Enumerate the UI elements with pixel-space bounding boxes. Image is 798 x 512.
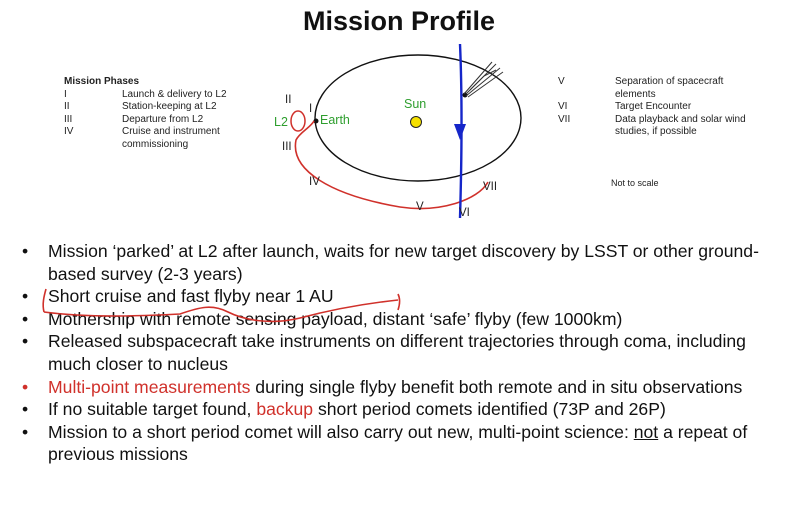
phase-text: Target Encounter — [615, 101, 692, 112]
bullet-text: short period comets identified (73P and 26P) — [313, 399, 666, 420]
sun-icon — [411, 117, 422, 128]
list-item — [18, 376, 788, 399]
l2-label: L2 — [274, 115, 288, 129]
phase-text: Station-keeping at L2 — [122, 101, 217, 112]
earth-icon — [314, 119, 319, 124]
page-title: Mission Profile — [302, 6, 496, 36]
phase-number: III — [64, 113, 73, 125]
mission-phases-header: Mission Phases — [64, 76, 140, 87]
comet-direction-arrow-icon — [454, 124, 466, 140]
phase-label-iv: IV — [309, 176, 320, 188]
list-item — [18, 285, 788, 308]
list-item — [18, 398, 788, 421]
phase-number: I — [64, 88, 67, 100]
bullet-icon: • — [22, 331, 29, 352]
list-item — [18, 330, 788, 375]
orbit-diagram — [0, 0, 798, 240]
bullet-icon: • — [22, 399, 29, 420]
bullet-icon: • — [22, 376, 29, 397]
bullet-text: Short cruise and fast flyby near 1 AU — [48, 286, 334, 307]
phase-label-vii: VII — [483, 181, 498, 193]
bullet-icon: • — [22, 241, 29, 261]
list-item — [18, 308, 788, 331]
phase-number: VI — [558, 101, 568, 112]
list-item — [18, 240, 788, 285]
phase-number: V — [558, 76, 565, 87]
phase-label-iii: III — [282, 141, 292, 153]
phase-label-vi: VI — [459, 207, 470, 219]
bullet-text: Mission to a short period comet will also carry out new, multi-point science: — [48, 421, 634, 442]
bullet-list — [18, 240, 788, 466]
bullet-icon: • — [22, 308, 29, 329]
phase-number: VII — [558, 113, 571, 125]
phase-label-v: V — [416, 201, 424, 213]
earth-label: Earth — [320, 113, 350, 127]
not-to-scale-note: Not to scale — [611, 178, 659, 188]
bullet-icon: • — [22, 421, 29, 442]
underlined-text: not — [633, 421, 659, 442]
phase-text: Departure from L2 — [122, 113, 204, 125]
bullet-icon: • — [22, 286, 29, 307]
l2-halo-orbit — [291, 111, 305, 131]
phase-label-i: I — [309, 103, 313, 115]
phase-text: Separation of spacecraft elements — [615, 76, 724, 100]
phase-number: IV — [64, 126, 74, 137]
phase-number: II — [64, 101, 70, 112]
phase-text: Data playback and solar wind studies, if possible — [615, 113, 746, 137]
bullet-text: Mission ‘parked’ at L2 after launch, waits for new target discovery by LSST or other ground-based survey (2-3 years) — [48, 241, 759, 284]
comet-tail-icon — [464, 62, 503, 97]
bullet-text: during single flyby benefit both remote and in situ observations — [250, 376, 743, 397]
phase-label-ii: II — [285, 94, 292, 106]
bullet-text: a repeat of previous missions — [48, 421, 748, 465]
phase-text: Cruise and instrument commissioning — [122, 126, 220, 150]
highlight-text: Multi-point measurements — [48, 376, 251, 397]
bullet-text: If no suitable target found, — [48, 399, 257, 420]
highlight-text: backup — [256, 399, 314, 420]
sun-label: Sun — [404, 97, 427, 111]
bullet-text: Mothership with remote sensing payload, distant ‘safe’ flyby (few 1000km) — [48, 308, 623, 329]
phase-text: Launch & delivery to L2 — [122, 88, 227, 100]
list-item — [18, 421, 788, 466]
bullet-text: Released subspacecraft take instruments on different trajectories through coma, including much closer to nucleus — [48, 331, 746, 374]
